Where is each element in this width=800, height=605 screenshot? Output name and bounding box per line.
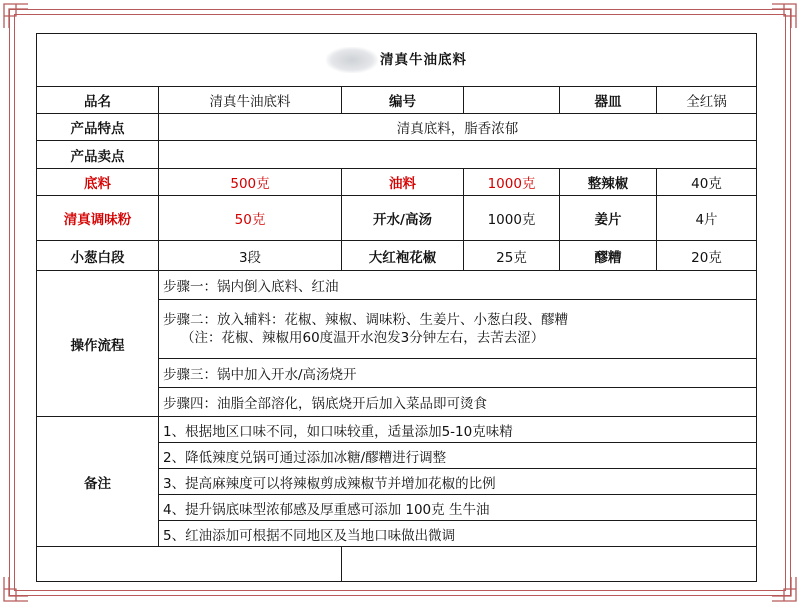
ingredient-qty: 25克 (464, 241, 560, 271)
process-label: 操作流程 (37, 271, 159, 417)
blurred-brand-logo (326, 47, 378, 73)
footer-cell-left (37, 547, 342, 582)
ingredient-name: 醪糟 (560, 241, 657, 271)
ingredient-qty: 20克 (657, 241, 757, 271)
product-name-value: 清真牛油底料 (159, 87, 342, 114)
ingredient-qty: 3段 (159, 241, 342, 271)
note-item: 3、提高麻辣度可以将辣椒剪成辣椒节并增加花椒的比例 (159, 469, 757, 495)
recipe-title-text: 清真牛油底料 (380, 52, 467, 68)
note-item: 1、根据地区口味不同，如口味较重，适量添加5-10克味精 (159, 417, 757, 443)
process-step-1: 步骤一：锅内倒入底料、红油 (159, 271, 757, 300)
ingredient-qty: 1000克 (464, 196, 560, 241)
ingredient-name: 油料 (342, 169, 464, 196)
features-value: 清真底料，脂香浓郁 (159, 114, 757, 141)
selling-points-value (159, 141, 757, 169)
frame-corner-ornament (3, 576, 29, 602)
selling-points-label: 产品卖点 (37, 141, 159, 169)
ingredient-qty: 1000克 (464, 169, 560, 196)
features-label: 产品特点 (37, 114, 159, 141)
ingredient-name: 大红袍花椒 (342, 241, 464, 271)
process-step-3: 步骤三：锅中加入开水/高汤烧开 (159, 359, 757, 388)
recipe-title (37, 34, 757, 87)
ingredient-name: 清真调味粉 (37, 196, 159, 241)
code-label: 编号 (342, 87, 464, 114)
note-item: 4、提升锅底味型浓郁感及厚重感可添加 100克 生牛油 (159, 495, 757, 521)
recipe-sheet-table (36, 33, 757, 582)
ingredient-qty: 50克 (159, 196, 342, 241)
ingredient-qty: 40克 (657, 169, 757, 196)
ingredient-qty: 4片 (657, 196, 757, 241)
process-step-2-note: （注：花椒、辣椒用60度温开水泡发3分钟左右，去苦去涩） (181, 330, 545, 346)
note-item: 2、降低辣度兑锅可通过添加冰糖/醪糟进行调整 (159, 443, 757, 469)
notes-label: 备注 (37, 417, 159, 547)
frame-corner-ornament (771, 576, 797, 602)
ingredient-name: 小葱白段 (37, 241, 159, 271)
footer-cell-right (342, 547, 757, 582)
product-name-label: 品名 (37, 87, 159, 114)
process-step-2 (159, 300, 757, 359)
frame-corner-ornament (771, 3, 797, 29)
frame-corner-ornament (3, 3, 29, 29)
process-step-2-text: 步骤二：放入辅料：花椒、辣椒、调味粉、生姜片、小葱白段、醪糟 (163, 312, 568, 328)
code-value (464, 87, 560, 114)
ingredient-name: 姜片 (560, 196, 657, 241)
ingredient-qty: 500克 (159, 169, 342, 196)
ingredient-name: 开水/高汤 (342, 196, 464, 241)
ingredient-name: 底料 (37, 169, 159, 196)
vessel-value: 全红锅 (657, 87, 757, 114)
vessel-label: 器皿 (560, 87, 657, 114)
note-item: 5、红油添加可根据不同地区及当地口味做出微调 (159, 521, 757, 547)
process-step-4: 步骤四：油脂全部溶化，锅底烧开后加入菜品即可烫食 (159, 388, 757, 417)
ingredient-name: 整辣椒 (560, 169, 657, 196)
